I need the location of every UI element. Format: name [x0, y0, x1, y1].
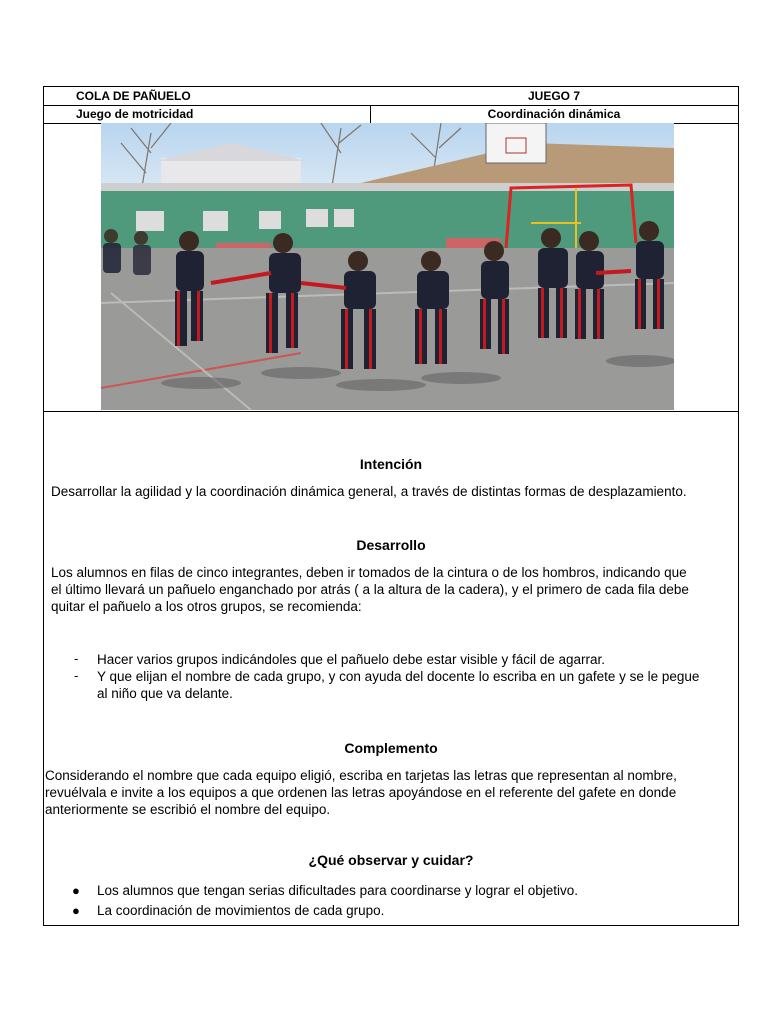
- game-type: Juego de motricidad: [76, 107, 194, 121]
- game-sheet: [43, 86, 739, 926]
- complemento-line-1: Considerando el nombre que cada equipo eligió, escriba en tarjetas las letras que representan al nombre,: [45, 768, 677, 783]
- desarrollo-item-2-line-1: Y que elijan el nombre de cada grupo, y con ayuda del docente lo escriba en un gafete y se le pegue: [97, 669, 700, 684]
- photo-divider: [44, 411, 738, 412]
- header-row-1: [44, 87, 738, 106]
- desarrollo-line-1: Los alumnos en filas de cinco integrantes, deben ir tomados de la cintura o de los hombros, indicando que: [51, 565, 687, 580]
- children-playing-illustration: [101, 123, 674, 410]
- complemento-line-3: anteriormente se escribió el nombre del equipo.: [45, 802, 331, 817]
- intencion-text: Desarrollar la agilidad y la coordinación dinámica general, a través de distintas formas de desplazamiento.: [51, 484, 687, 499]
- bullet-marker: ●: [72, 883, 80, 898]
- desarrollo-item-1: Hacer varios grupos indicándoles que el pañuelo debe estar visible y fácil de agarrar.: [97, 652, 606, 667]
- intencion-title: Intención: [359, 456, 423, 472]
- header-divider: [370, 105, 371, 123]
- desarrollo-line-2: el último llevará un pañuelo enganchado por atrás ( a la altura de la cadera), y el primero de cada fila debe: [51, 582, 689, 597]
- game-name: COLA DE PAÑUELO: [76, 89, 191, 103]
- game-number: JUEGO 7: [527, 89, 581, 103]
- observar-title: ¿Qué observar y cuidar?: [308, 852, 474, 868]
- activity-photo: [101, 123, 674, 410]
- complemento-line-2: revuélvala e invite a los equipos a que ordenen las letras apoyándose en el referente del gafete en donde: [45, 785, 677, 800]
- complemento-title: Complemento: [344, 740, 438, 756]
- desarrollo-title: Desarrollo: [356, 537, 426, 553]
- header-row-2: [44, 105, 738, 124]
- desarrollo-line-3: quitar el pañuelo a los otros grupos, se recomienda:: [51, 599, 362, 614]
- observar-item-2: La coordinación de movimientos de cada grupo.: [97, 903, 385, 918]
- desarrollo-item-2-line-2: al niño que va delante.: [97, 686, 233, 701]
- dash-marker: -: [74, 668, 79, 683]
- skill-name: Coordinación dinámica: [487, 107, 621, 121]
- dash-marker: -: [74, 651, 79, 666]
- observar-item-1: Los alumnos que tengan serias dificultades para coordinarse y lograr el objetivo.: [97, 883, 579, 898]
- bullet-marker: ●: [72, 903, 80, 918]
